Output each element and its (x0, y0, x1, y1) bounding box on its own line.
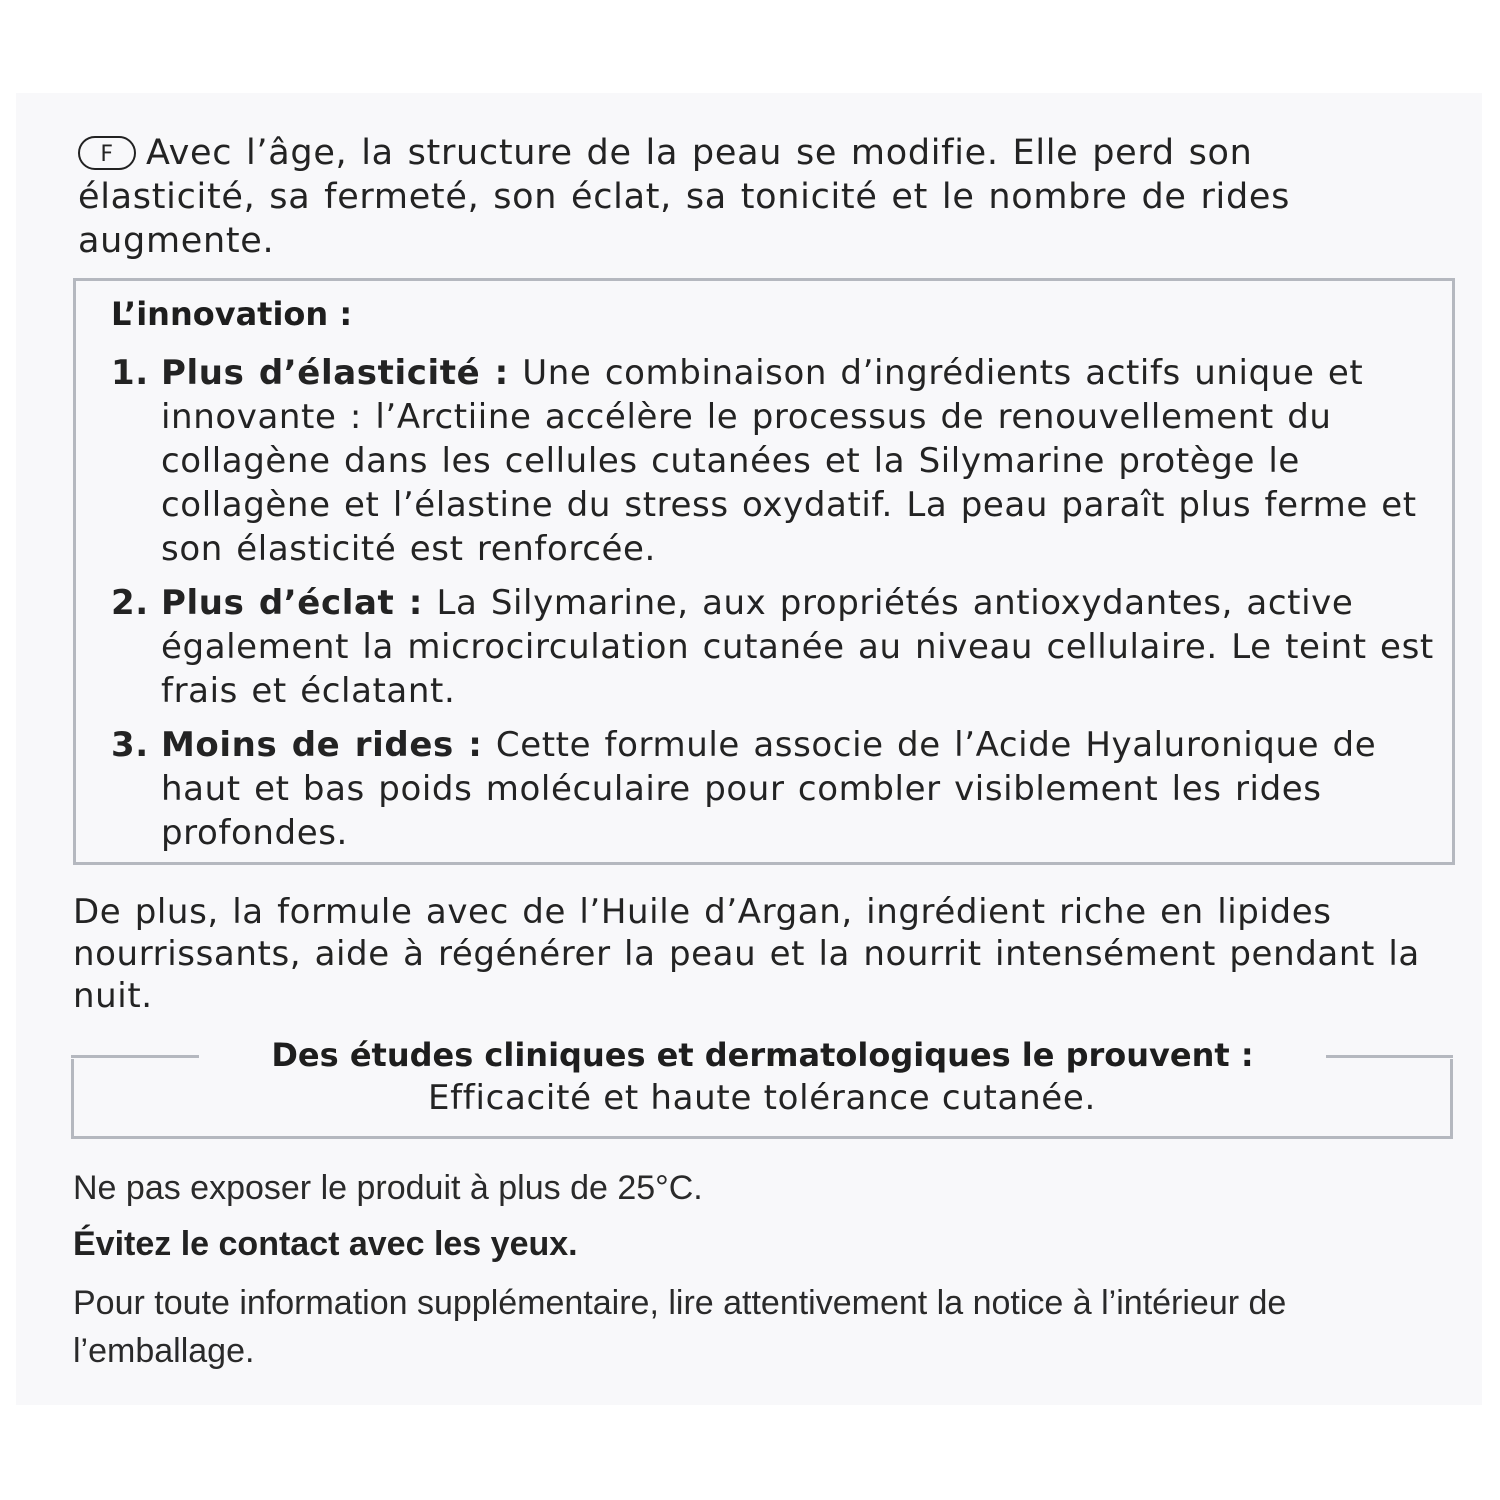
storage-instruction: Ne pas exposer le produit à plus de 25°C. (73, 1169, 703, 1207)
eye-warning: Évitez le contact avec les yeux. (73, 1225, 578, 1263)
clinical-heading: Des études cliniques et dermatologiques le prouvent : (271, 1036, 1254, 1074)
item-text: Une combinaison d’ingrédients actifs unique et innovante : l’Arctiine accélère le processus de renouvellement du collagène dans les cellules cutanées et la Silymarine protège le collagène et l’élastine du stress oxydatif. La peau paraît plus ferme et son élasticité est renforcée. (161, 353, 1417, 569)
item-text: La Silymarine, aux propriétés antioxydantes, active également la microcirculation cutanée au niveau cellulaire. Le teint est frais et éclatant. (161, 583, 1434, 711)
clinical-box-top-left-rule (71, 1055, 199, 1058)
innovation-title: L’innovation : (111, 295, 353, 333)
intro-text: Avec l’âge, la structure de la peau se modifie. Elle perd son élasticité, sa fermeté, son éclat, sa tonicité et le nombre de rides augmente. (78, 133, 1291, 261)
item-label: Moins de rides : (161, 725, 483, 765)
clinical-box-top-right-rule (1326, 1055, 1453, 1058)
item-number: 3. (111, 725, 149, 765)
item-label: Plus d’éclat : (161, 583, 424, 623)
item-number: 2. (111, 583, 149, 623)
leaflet-notice: Pour toute information supplémentaire, lire attentivement la notice à l’intérieur de l’emballage. (73, 1284, 1287, 1370)
intro-paragraph (78, 131, 1378, 263)
item-text: Cette formule associe de l’Acide Hyaluronique de haut et bas poids moléculaire pour combler visiblement les rides profondes. (161, 725, 1377, 853)
item-number: 1. (111, 353, 149, 393)
innovation-list (111, 351, 1441, 865)
innovation-box (73, 278, 1455, 865)
clinical-subtext: Efficacité et haute tolérance cutanée. (427, 1078, 1097, 1118)
innovation-item-radiance (111, 581, 1441, 713)
innovation-item-wrinkles (111, 723, 1441, 855)
argan-paragraph: De plus, la formule avec de l’Huile d’Argan, ingrédient riche en lipides nourrissants, aide à régénérer la peau et la nourrit intensément pendant la nuit. (73, 892, 1420, 1016)
innovation-item-elasticity (111, 351, 1441, 571)
language-badge: F (78, 136, 136, 170)
item-label: Plus d’élasticité : (161, 353, 509, 393)
label-panel (16, 93, 1482, 1405)
